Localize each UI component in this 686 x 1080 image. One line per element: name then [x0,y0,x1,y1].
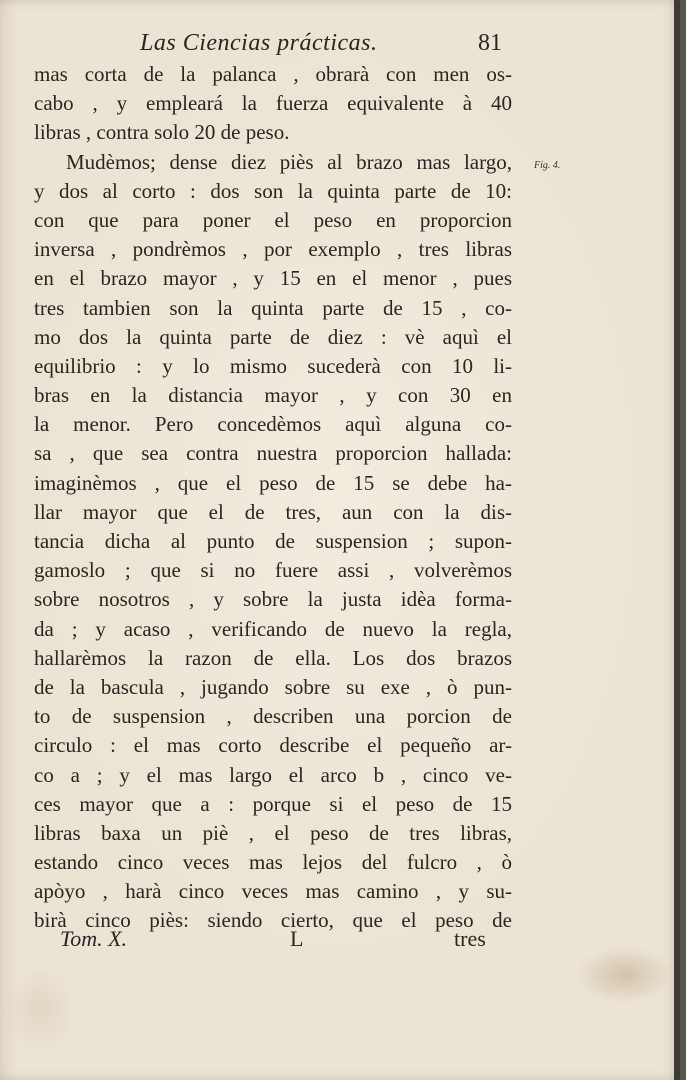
margin-figure-note: Fig. 4. [534,160,561,171]
volume-signature: Tom. X. [60,926,128,951]
text-line: sa , que sea contra nuestra proporcion hallada: [34,441,512,466]
signature-mark: L [290,926,304,951]
text-line: sobre nosotros , y sobre la justa idèa forma- [34,587,512,612]
text-line: gamoslo ; que si no fuere assi , volverèmos [34,558,512,583]
text-line: imaginèmos , que el peso de 15 se debe ha- [34,470,512,495]
text-line: tres tambien son la quinta parte de 15 , co- [34,295,512,320]
text-line: y dos al corto : dos son la quinta parte de 10: [34,178,512,203]
text-line: en el brazo mayor , y 15 en el menor , pues [34,266,512,291]
text-line: circulo : el mas corto describe el pequeño ar- [34,733,512,758]
page-number: 81 [478,30,502,56]
page-edge-shadow [674,0,680,1080]
text-line: hallarèmos la razon de ella. Los dos brazos [34,645,512,670]
text-line: de la bascula , jugando sobre su exe , ò pun- [34,674,512,699]
text-line: llar mayor que el de tres, aun con la dis- [34,499,512,524]
text-line: mo dos la quinta parte de diez : vè aquì el [34,324,512,349]
text-line: libras , contra solo 20 de peso. [34,120,290,145]
text-line: tancia dicha al punto de suspension ; supon- [34,529,512,553]
catchword: tres [454,926,486,951]
text-line: inversa , pondrèmos , por exemplo , tres libras [34,237,512,262]
text-line: la menor. Pero concedèmos aquì alguna co- [34,412,512,437]
text-line: cabo , y empleará la fuerza equivalente à 40 [34,91,512,116]
running-head: Las Ciencias prácticas. [140,30,378,56]
text-line: da ; y acaso , verificando de nuevo la regla, [34,616,512,641]
text-line: co a ; y el mas largo el arco b , cinco ve- [34,762,512,787]
text-line: mas corta de la palanca , obrarà con men os- [34,62,512,86]
text-line: apòyo , harà cinco veces mas camino , y su- [34,879,512,904]
text-line: equilibrio : y lo mismo sucederà con 10 li- [34,353,512,378]
text-line: to de suspension , describen una porcion de [34,704,512,729]
text-line: con que para poner el peso en proporcion [34,207,512,232]
text-line: birà cinco piès: siendo cierto, que el peso de [34,908,512,933]
body-text [34,60,512,936]
text-line: bras en la distancia mayor , y con 30 en [34,383,512,408]
page-footer [0,926,686,956]
text-line: estando cinco veces mas lejos del fulcro , ò [34,850,512,875]
text-line: Mudèmos; dense diez piès al brazo mas largo, [66,149,512,174]
text-line: libras baxa un piè , el peso de tres libras, [34,820,512,845]
text-line: ces mayor que a : porque si el peso de 15 [34,791,512,816]
